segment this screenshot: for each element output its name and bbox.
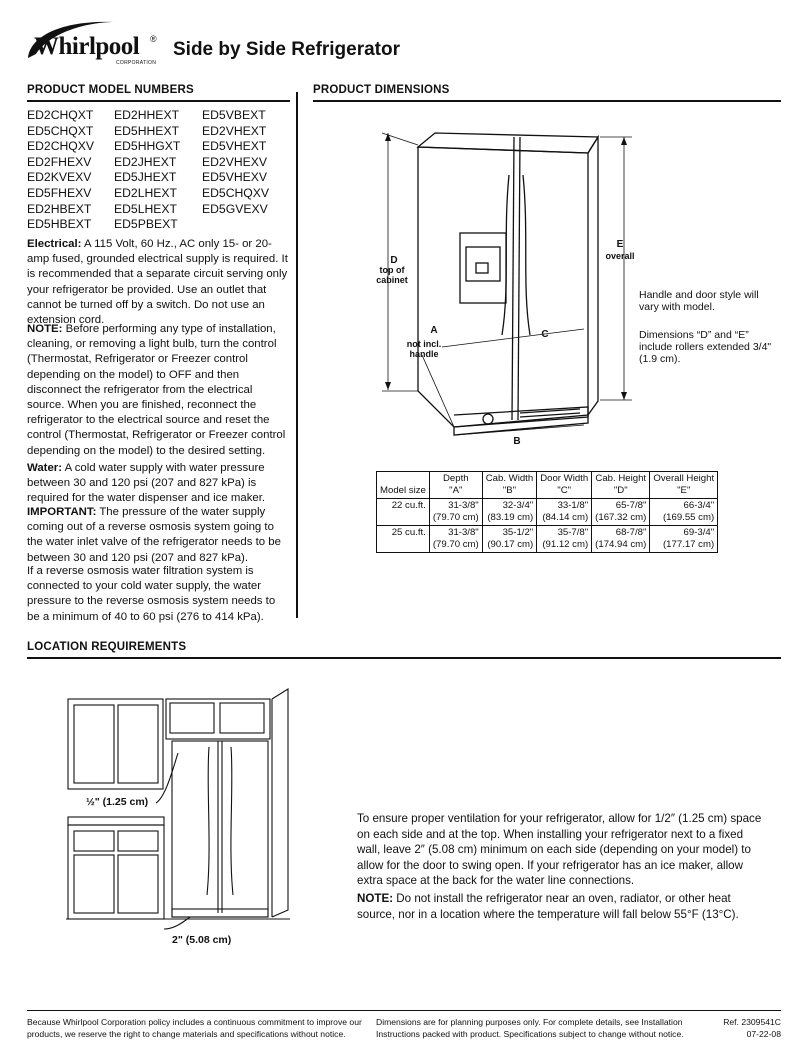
section-rule <box>313 100 781 102</box>
electrical-label: Electrical: <box>27 238 82 250</box>
water-paragraph <box>27 461 289 507</box>
table-header-cell: Cab. Height "D" <box>592 472 650 499</box>
model-number: ED5VBEXT <box>202 108 266 122</box>
water-text: A cold water supply with water pressure between 30 and 120 psi (207 and 827 kPa) is required for the water dispenser and ice maker. <box>27 462 266 505</box>
model-numbers-heading: PRODUCT MODEL NUMBERS <box>27 84 194 96</box>
table-header-row <box>377 472 718 499</box>
model-number: ED5HHGXT <box>114 139 181 154</box>
model-number: ED2VHEXV <box>202 154 268 169</box>
important-paragraph <box>27 505 289 566</box>
table-cell: 22 cu.ft. <box>377 499 430 526</box>
label-b: B <box>513 436 521 447</box>
label-d-sub: top of cabinet <box>376 265 408 285</box>
table-cell: 69-3/4" (177.17 cm) <box>650 526 718 553</box>
table-header-cell: Door Width "C" <box>537 472 592 499</box>
bottom-gap-label: 2" (5.08 cm) <box>172 934 232 946</box>
handle-style-note: Handle and door style will vary with model. <box>639 289 759 313</box>
document-title: Side by Side Refrigerator <box>173 39 401 60</box>
table-cell: 65-7/8" (167.32 cm) <box>592 499 650 526</box>
model-number: ED5LHEXT <box>114 201 177 216</box>
table-row <box>377 499 718 526</box>
label-e: E <box>616 239 624 250</box>
section-rule <box>27 100 290 102</box>
model-number: ED2VHEXT <box>202 123 267 138</box>
model-number: ED2HBEXT <box>27 201 92 216</box>
registered-mark: ® <box>150 34 157 44</box>
dimensions-table <box>376 471 718 553</box>
model-number: ED5GVEXV <box>202 201 268 216</box>
reference-number: Ref. 2309541C <box>723 1017 781 1027</box>
model-number: ED5HHEXT <box>114 123 180 138</box>
label-e-sub: overall <box>605 251 635 261</box>
footer-reference <box>700 1017 781 1040</box>
label-d: D <box>390 255 398 266</box>
location-paragraph: To ensure proper ventilation for your refrigerator, allow for 1/2″ (1.25 cm) space on each side and at the top. When installing your refrigerator next to a fixed wall, leave 2″ (5.08 cm) minimum on each side (depending on your model) to allow for the door to swing open. If your refrigerator has an ice maker, allow extra space at the back for the water line connections. <box>357 812 762 888</box>
table-header-cell: Cab. Width "B" <box>482 472 536 499</box>
table-cell: 31-3/8" (79.70 cm) <box>429 499 482 526</box>
table-cell: 31-3/8" (79.70 cm) <box>429 526 482 553</box>
model-number: ED5CHQXV <box>202 185 270 200</box>
footer-policy-text: Because Whirlpool Corporation policy includes a continuous commitment to improve our products, we reserve the right to change materials and specifications without notice. <box>27 1017 362 1039</box>
important-label: IMPORTANT: <box>27 506 97 518</box>
label-c: C <box>541 329 549 340</box>
footer-planning-text: Dimensions are for planning purposes only. For complete details, see Installation Instructions packed with product. Specifications subject to change without notice. <box>376 1017 684 1039</box>
cabinet-installation-drawing <box>66 685 306 940</box>
model-number: ED5JHEXT <box>114 170 177 185</box>
brand-corporation: CORPORATION <box>116 60 157 66</box>
side-gap-label: ½" (1.25 cm) <box>86 796 149 808</box>
table-header-cell: Model size <box>377 472 430 499</box>
location-requirements-heading: LOCATION REQUIREMENTS <box>27 641 187 653</box>
reference-date: 07-22-08 <box>746 1028 781 1039</box>
model-number: ED2LHEXT <box>114 185 177 200</box>
electrical-paragraph <box>27 237 289 328</box>
model-number: ED5VHEXV <box>202 170 268 185</box>
footer-rule <box>27 1010 781 1011</box>
label-a-sub: not incl. handle <box>406 339 442 359</box>
table-cell: 68-7/8" (174.94 cm) <box>592 526 650 553</box>
model-number: ED2CHQXV <box>27 139 95 154</box>
important-text: The pressure of the water supply coming out of a reverse osmosis system going to the water inlet valve of the refrigerator needs to be between 30 and 120 psi (207 and 827 kPa). <box>27 506 281 564</box>
model-number: ED5PBEXT <box>114 217 178 232</box>
location-note <box>357 891 767 922</box>
model-number: ED2FHEXV <box>27 154 92 169</box>
column-divider <box>296 92 298 618</box>
model-column-2 <box>114 108 180 233</box>
brand-logo: Whirlpool <box>34 33 140 60</box>
rollers-note: Dimensions “D” and “E” include rollers extended 3/4" (1.9 cm). <box>639 329 772 365</box>
reverse-osmosis-paragraph: If a reverse osmosis water filtration system is connected to your cold water supply, the water pressure to the reverse osmosis system needs to be a minimum of 40 to 60 psi (276 to 414 kPa). <box>27 565 276 623</box>
model-number: ED2HHEXT <box>114 108 180 122</box>
note-paragraph <box>27 322 289 459</box>
location-note-text: Do not install the refrigerator near an oven, radiator, or other heat source, nor in a location where the temperature will fall below 55°F (13°C). <box>357 892 739 921</box>
model-number: ED2JHEXT <box>114 154 177 169</box>
location-note-label: NOTE: <box>357 892 394 905</box>
note-text: Before performing any type of installation, cleaning, or removing a light bulb, turn the control (Thermostat, Refrigerator or Freezer control depending on the model) to OFF and then disconnect the refrigerator from the electrical source. When you are finished, reconnect the refrigerator to the electrical source and reset the control (Thermostat, Refrigerator or Freezer control depending on the model) to the desired setting. <box>27 323 286 457</box>
model-number: ED2CHQXT <box>27 108 94 122</box>
model-number: ED2KVEXV <box>27 170 92 185</box>
label-a: A <box>430 325 438 336</box>
table-cell: 35-1/2" (90.17 cm) <box>482 526 536 553</box>
electrical-text: A 115 Volt, 60 Hz., AC only 15- or 20-amp fused, grounded electrical supply is required. It is recommended that a separate circuit serving only your refrigerator be provided. Use an outlet that cannot be turned off by a switch. Do not use an extension cord. <box>27 238 288 327</box>
section-rule <box>27 657 781 659</box>
table-cell: 33-1/8" (84.14 cm) <box>537 499 592 526</box>
table-row <box>377 526 718 553</box>
table-cell: 66-3/4" (169.55 cm) <box>650 499 718 526</box>
model-number: ED5HBEXT <box>27 217 92 232</box>
refrigerator-dimension-drawing <box>370 115 670 455</box>
model-number: ED5FHEXV <box>27 185 92 200</box>
table-header-cell: Depth "A" <box>429 472 482 499</box>
table-cell: 35-7/8" (91.12 cm) <box>537 526 592 553</box>
table-cell: 25 cu.ft. <box>377 526 430 553</box>
note-label: NOTE: <box>27 323 63 335</box>
water-label: Water: <box>27 462 63 474</box>
model-column-1 <box>27 108 94 233</box>
model-column-3 <box>202 108 269 217</box>
model-number: ED5VHEXT <box>202 139 267 154</box>
table-header-cell: Overall Height "E" <box>650 472 718 499</box>
product-dimensions-heading: PRODUCT DIMENSIONS <box>313 84 450 96</box>
model-number: ED5CHQXT <box>27 123 94 138</box>
table-cell: 32-3/4" (83.19 cm) <box>482 499 536 526</box>
